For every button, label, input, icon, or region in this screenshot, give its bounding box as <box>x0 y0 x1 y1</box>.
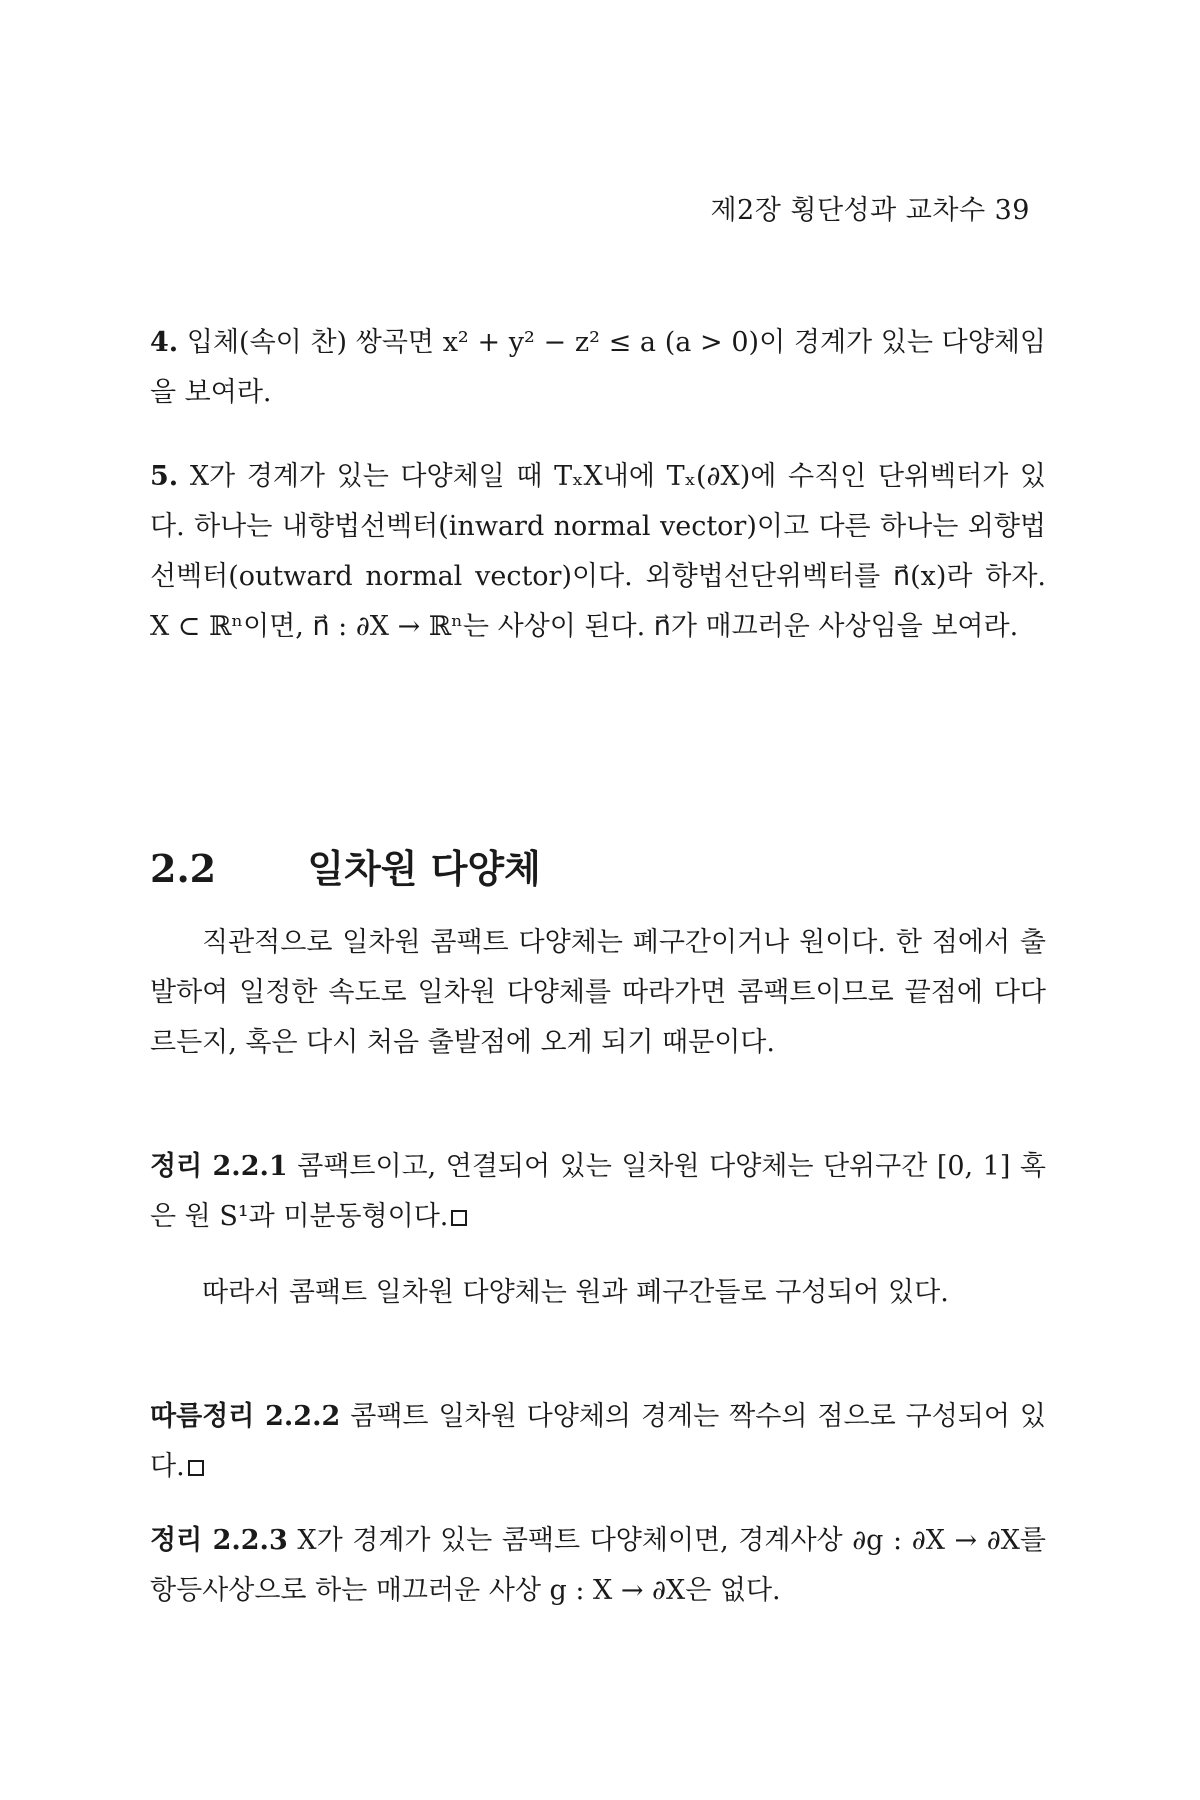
section-number: 2.2 <box>150 846 217 891</box>
corollary-text: 콤팩트 일차원 다양체의 경계는 짝수의 점으로 구성되어 있다. <box>150 1401 1046 1482</box>
problem-text: 입체(속이 찬) 쌍곡면 x² + y² − z² ≤ a (a > 0)이 경계가 있는 다양체임을 보여라. <box>150 327 1046 408</box>
section-heading <box>150 838 541 893</box>
problem-5 <box>150 452 1046 652</box>
problem-number: 5. <box>150 461 179 492</box>
section-title: 일차원 다양체 <box>307 846 541 891</box>
theorem-text: X가 경계가 있는 콤팩트 다양체이면, 경계사상 ∂g : ∂X → ∂X를 항등사상으로 하는 매끄러운 사상 g : X → ∂X은 없다. <box>150 1525 1046 1606</box>
remark-paragraph: 따라서 콤팩트 일차원 다양체는 원과 폐구간들로 구성되어 있다. <box>202 1277 949 1308</box>
theorem-2-2-3 <box>150 1516 1046 1616</box>
problem-number: 4. <box>150 327 179 358</box>
theorem-2-2-1 <box>150 1142 1046 1242</box>
corollary-label: 따름정리 2.2.2 <box>150 1401 341 1432</box>
problem-4 <box>150 318 1046 418</box>
intro-paragraph: 직관적으로 일차원 콤팩트 다양체는 폐구간이거나 원이다. 한 점에서 출발하여 일정한 속도로 일차원 다양체를 따라가면 콤팩트이므로 끝점에 다다르든지, 혹은 다시 처음 출발점에 오게 되기 때문이다. <box>150 927 1046 1058</box>
theorem-text: 콤팩트이고, 연결되어 있는 일차원 다양체는 단위구간 [0, 1] 혹은 원 S¹과 미분동형이다. <box>150 1151 1046 1232</box>
theorem-label: 정리 2.2.1 <box>150 1151 288 1182</box>
qed-box-icon <box>188 1460 204 1476</box>
corollary-2-2-2 <box>150 1392 1046 1492</box>
problem-text: X가 경계가 있는 다양체일 때 TₓX내에 Tₓ(∂X)에 수직인 단위벡터가 있다. 하나는 내향법선벡터(inward normal vector)이고 다른 하나는 외향법선벡터(outward normal vector)이다. 외향법선단위벡터를 n⃗(x)라 하자. X ⊂ ℝⁿ이면, n⃗ : ∂X → ℝⁿ는 사상이 된다. n⃗가 매끄러운 사상임을 보여라. <box>150 461 1046 642</box>
running-header: 제2장 횡단성과 교차수 39 <box>710 195 1030 226</box>
qed-box-icon <box>451 1210 467 1226</box>
theorem-label: 정리 2.2.3 <box>150 1525 288 1556</box>
